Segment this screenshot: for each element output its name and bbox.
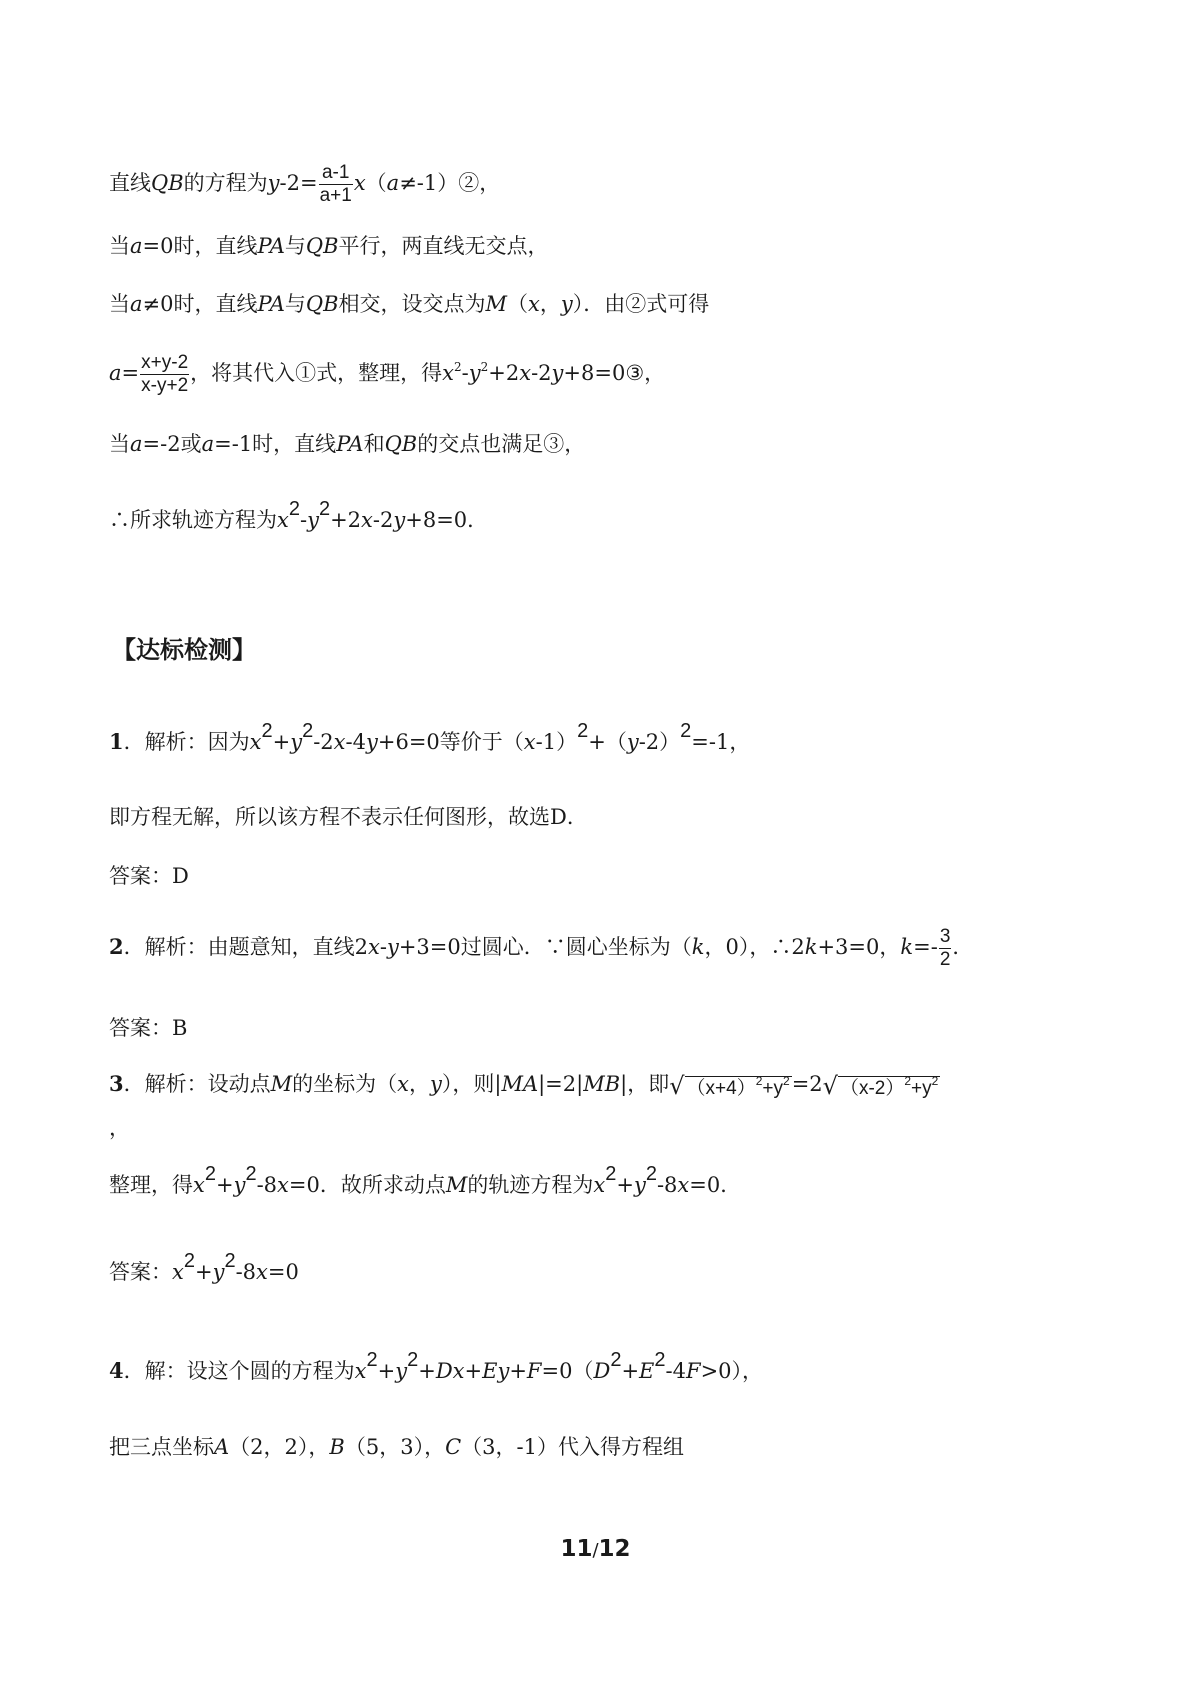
- question-3-line-1: [109, 1073, 940, 1098]
- text: +2: [330, 508, 362, 532]
- text: ），则|: [441, 1072, 502, 1096]
- text: 与: [284, 292, 306, 316]
- var: PA: [257, 234, 285, 258]
- var: x: [677, 1173, 690, 1197]
- text: ，: [408, 1072, 430, 1096]
- text: =0时，直线: [142, 234, 258, 258]
- text: 直线: [109, 171, 151, 195]
- var: x: [523, 730, 536, 754]
- text: 的交点也满足③，: [417, 432, 586, 456]
- text: 当: [109, 234, 130, 258]
- denominator: 2: [939, 949, 951, 970]
- exponent: 2: [783, 1073, 790, 1088]
- text: 和: [363, 432, 385, 456]
- var: y: [212, 1260, 225, 1284]
- var: MA: [501, 1072, 539, 1096]
- question-2-line-1: [109, 926, 973, 971]
- exponent: 2: [645, 1163, 657, 1185]
- var: a: [130, 234, 143, 258]
- var: Ey: [482, 1359, 510, 1383]
- text: （: [365, 171, 387, 195]
- var: D: [593, 1359, 611, 1383]
- var: y: [267, 171, 280, 195]
- var: x: [368, 935, 380, 959]
- text: +: [616, 1173, 634, 1197]
- var: a: [109, 361, 122, 385]
- fraction: [319, 162, 353, 207]
- var: x: [442, 361, 454, 385]
- radicand: [685, 1073, 792, 1099]
- text: 的方程为: [183, 171, 268, 195]
- var: PA: [336, 432, 364, 456]
- text: （: [507, 292, 529, 316]
- exponent: 2: [577, 720, 589, 742]
- current-page: 11: [560, 1536, 593, 1562]
- var: Dx: [435, 1359, 465, 1383]
- sqrt-expression: [822, 1071, 941, 1100]
- text: +2: [488, 361, 520, 385]
- text: -2: [531, 361, 552, 385]
- text: 与: [284, 234, 306, 258]
- var: x: [256, 1260, 268, 1284]
- var: PA: [257, 292, 285, 316]
- text: +6=0等价于（: [377, 730, 524, 754]
- text: |=2|: [538, 1072, 584, 1096]
- text: =: [121, 361, 140, 385]
- var: F: [526, 1359, 542, 1383]
- text: +: [621, 1359, 640, 1383]
- var: y: [633, 1173, 646, 1197]
- text: ≠-1）②，: [399, 171, 501, 195]
- var: k: [691, 935, 705, 959]
- var: x: [172, 1260, 184, 1284]
- text: 相交，设交点为: [338, 292, 486, 316]
- var: a: [130, 432, 143, 456]
- exponent: 2: [224, 1250, 236, 1272]
- exponent: 2: [288, 498, 300, 520]
- var: y: [626, 730, 639, 754]
- solution-line-1: [109, 162, 500, 207]
- text: 平行，两直线无交点，: [338, 234, 549, 258]
- var: QB: [305, 234, 339, 258]
- text: =0（: [541, 1359, 594, 1383]
- exponent: 2: [245, 1163, 257, 1185]
- text: =-: [913, 935, 938, 959]
- fraction: [140, 352, 189, 397]
- text: （x-2）: [839, 1077, 905, 1099]
- text: +y: [762, 1077, 783, 1099]
- var: x: [593, 1173, 606, 1197]
- exponent: 2: [654, 1349, 666, 1371]
- text: |，即: [620, 1072, 670, 1096]
- text: ．解析：由题意知，直线2: [123, 935, 368, 959]
- text: =0．: [689, 1173, 742, 1197]
- text: 的轨迹方程为: [467, 1173, 594, 1197]
- var: y: [290, 730, 303, 754]
- question-1-line-2: 即方程无解，所以该方程不表示任何图形，故选D．: [109, 805, 588, 829]
- var: x: [249, 730, 262, 754]
- question-number: 4: [109, 1358, 124, 1383]
- text: 整理，得: [109, 1173, 193, 1197]
- text: +3=0过圆心．∵圆心坐标为（: [398, 935, 692, 959]
- text: （x+4）: [686, 1077, 756, 1099]
- var: x: [354, 1359, 367, 1383]
- text: =-1时，直线: [214, 432, 337, 456]
- denominator: a+1: [319, 185, 352, 206]
- var: y: [307, 508, 319, 532]
- exponent: 2: [318, 498, 331, 520]
- text: +: [272, 730, 291, 754]
- var: y: [429, 1072, 442, 1096]
- text: 答案：: [109, 1260, 172, 1284]
- exponent: 2: [610, 1349, 622, 1371]
- text: ．: [952, 935, 974, 959]
- var: B: [329, 1435, 345, 1459]
- question-4-line-1: [109, 1349, 764, 1383]
- var: x: [519, 361, 532, 385]
- exponent: 2: [204, 1163, 216, 1185]
- text: >0），: [700, 1359, 764, 1383]
- var: k: [804, 935, 818, 959]
- page-separator: /: [592, 1540, 599, 1561]
- exponent: 2: [261, 720, 273, 742]
- text: =0．故所求动点: [288, 1173, 446, 1197]
- var: QB: [384, 432, 418, 456]
- text: +: [215, 1173, 234, 1197]
- solution-line-3: [109, 294, 709, 315]
- var: x: [528, 292, 540, 316]
- text: ，0），∴2: [704, 935, 805, 959]
- text: +8=0③，: [563, 361, 666, 385]
- var: C: [445, 1435, 462, 1459]
- numerator: x+y-2: [141, 352, 189, 373]
- var: x: [353, 171, 366, 195]
- text: -2: [313, 730, 334, 754]
- question-number: 1: [109, 729, 124, 754]
- text: 的坐标为（: [292, 1072, 398, 1096]
- question-4-line-2: [109, 1437, 684, 1458]
- var: y: [233, 1173, 246, 1197]
- var: y: [365, 730, 378, 754]
- var: x: [193, 1173, 205, 1197]
- radicand: [838, 1073, 940, 1099]
- exponent: 2: [755, 1073, 763, 1088]
- radical-sign: √: [669, 1071, 685, 1100]
- text: =0: [267, 1260, 299, 1284]
- text: =-2或: [142, 432, 202, 456]
- radical-sign: √: [822, 1071, 838, 1100]
- text: =-1，: [691, 730, 751, 754]
- total-pages: 12: [598, 1536, 631, 1562]
- text: =2: [791, 1072, 823, 1096]
- exponent: 2: [931, 1073, 939, 1088]
- var: M: [445, 1173, 468, 1197]
- question-number: 3: [109, 1071, 124, 1096]
- var: a: [201, 432, 215, 456]
- text: +: [377, 1359, 396, 1383]
- text: ）．由②式可得: [572, 292, 710, 316]
- var: QB: [305, 292, 339, 316]
- text: -2=: [279, 171, 318, 195]
- text: +: [464, 1359, 483, 1383]
- exponent: 2: [183, 1250, 195, 1272]
- var: y: [560, 292, 573, 316]
- question-1-answer: 答案：D: [109, 864, 189, 888]
- exponent: 2: [366, 1349, 378, 1371]
- text: ∴所求轨迹方程为: [109, 508, 277, 532]
- exponent: 2: [480, 360, 489, 374]
- var: y: [386, 935, 399, 959]
- var: y: [395, 1359, 408, 1383]
- text: （5，3），: [344, 1435, 446, 1459]
- exponent: 2: [453, 360, 462, 374]
- section-heading: 【达标检测】: [112, 636, 256, 664]
- var: MB: [583, 1072, 621, 1096]
- text: ．解析：设动点: [123, 1072, 271, 1096]
- text: -1）: [535, 730, 578, 754]
- var: x: [397, 1072, 409, 1096]
- var: M: [485, 292, 508, 316]
- text: -: [461, 361, 469, 385]
- question-3-answer: [109, 1250, 299, 1284]
- text: -8: [656, 1173, 678, 1197]
- var: x: [361, 508, 373, 532]
- question-3-comma: ，: [109, 1116, 130, 1140]
- var: x: [277, 1173, 289, 1197]
- page-number: [0, 1536, 1191, 1562]
- question-2-answer: 答案：B: [109, 1016, 188, 1040]
- var: M: [270, 1072, 293, 1096]
- solution-line-5: [109, 434, 585, 455]
- exponent: 2: [904, 1073, 912, 1088]
- text: +8=0．: [405, 508, 489, 532]
- var: QB: [151, 171, 184, 195]
- text: 当: [109, 292, 130, 316]
- text: +: [418, 1359, 436, 1383]
- text: +: [509, 1359, 527, 1383]
- var: A: [214, 1435, 230, 1459]
- question-1-line-1: [109, 720, 751, 754]
- text: ，: [539, 292, 561, 316]
- exponent: 2: [407, 1349, 419, 1371]
- var: y: [551, 361, 564, 385]
- var: a: [386, 171, 400, 195]
- text: ．解：设这个圆的方程为: [123, 1359, 355, 1383]
- sqrt-expression: [669, 1071, 791, 1100]
- solution-line-2: [109, 236, 549, 257]
- question-3-line-2: [109, 1163, 742, 1197]
- text: -8: [235, 1260, 257, 1284]
- solution-line-6: [109, 498, 489, 532]
- solution-line-4: [109, 352, 665, 397]
- text: -2: [372, 508, 394, 532]
- fraction: [939, 926, 952, 971]
- text: -: [379, 935, 387, 959]
- denominator: x-y+2: [141, 375, 189, 396]
- var: E: [639, 1359, 655, 1383]
- exponent: 2: [605, 1163, 617, 1185]
- var: a: [130, 292, 143, 316]
- text: ，将其代入①式，整理，得: [190, 361, 443, 385]
- text: （3，-1）代入得方程组: [461, 1435, 684, 1459]
- text: -: [299, 508, 308, 532]
- var: F: [685, 1359, 701, 1383]
- numerator: 3: [939, 926, 951, 947]
- question-number: 2: [109, 934, 124, 959]
- text: +（: [588, 730, 627, 754]
- numerator: a-1: [319, 162, 353, 185]
- text: 把三点坐标: [109, 1435, 214, 1459]
- text: （2，2），: [229, 1435, 330, 1459]
- text: -8: [256, 1173, 278, 1197]
- text: +y: [911, 1077, 932, 1099]
- exponent: 2: [680, 720, 692, 742]
- var: k: [900, 935, 914, 959]
- var: x: [333, 730, 346, 754]
- text: +3=0，: [817, 935, 901, 959]
- text: -4: [665, 1359, 686, 1383]
- text: ．解析：因为: [123, 730, 250, 754]
- var: y: [393, 508, 406, 532]
- text: 当: [109, 432, 130, 456]
- text: -4: [345, 730, 366, 754]
- text: +: [194, 1260, 213, 1284]
- var: x: [277, 508, 289, 532]
- text: -2）: [638, 730, 681, 754]
- var: y: [468, 361, 481, 385]
- text: ≠0时，直线: [142, 292, 258, 316]
- exponent: 2: [302, 720, 314, 742]
